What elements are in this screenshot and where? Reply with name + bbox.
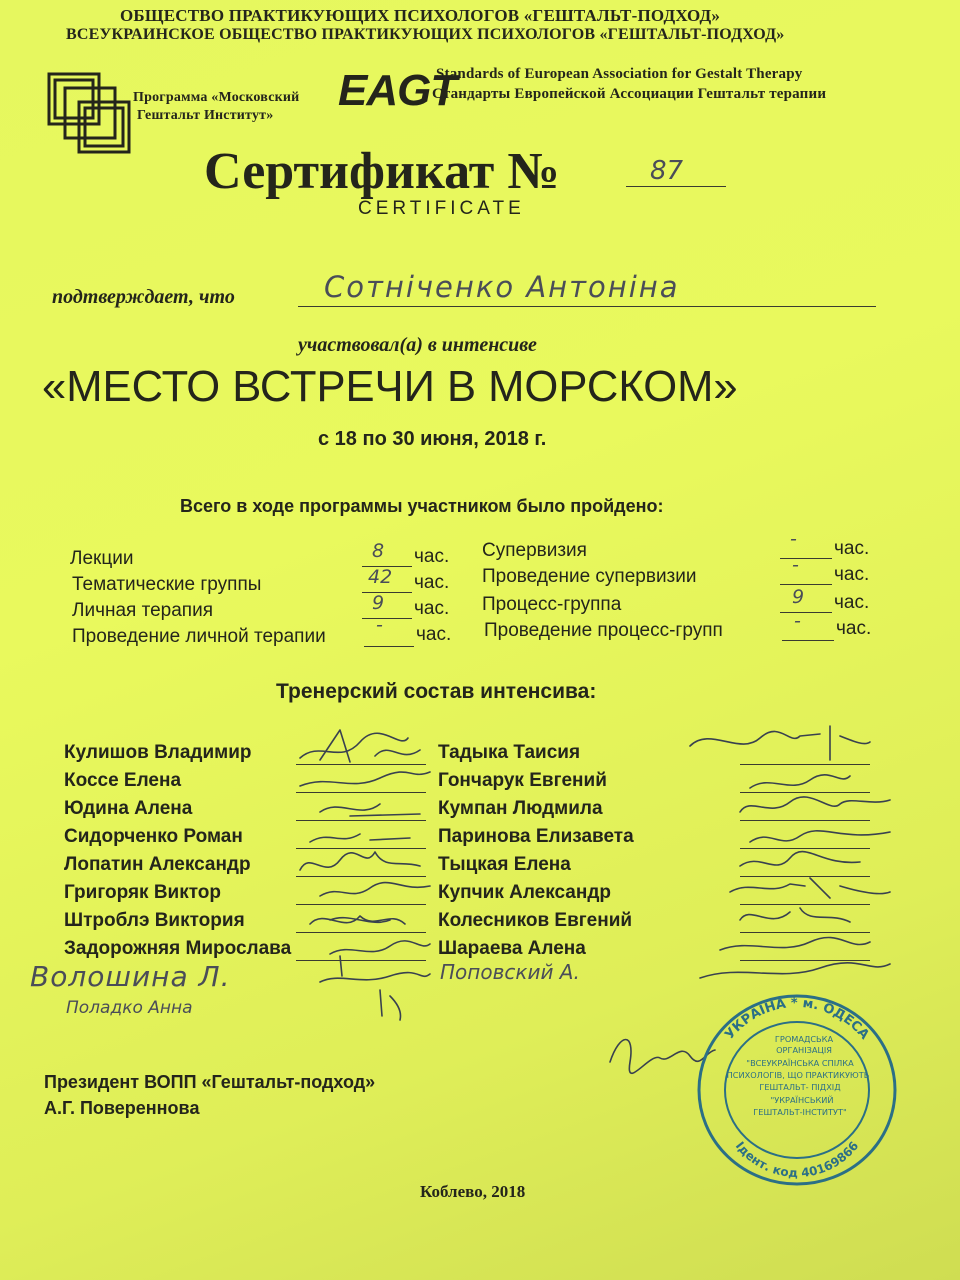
hours-unit: час. <box>414 598 450 619</box>
president-name: А.Г. Поверенновa <box>44 1098 200 1118</box>
stamp-center-line: ОРГАНІЗАЦІЯ <box>776 1045 832 1055</box>
hours-label-conduct-personal: Проведение личной терапии <box>72 626 326 647</box>
hours-unit: час. <box>414 572 450 593</box>
handwritten-extra-1: Волошина Л. <box>30 960 231 993</box>
trainer-name: Коссе Елена <box>64 770 182 791</box>
hours-label-conduct-supervision: Проведение супервизии <box>482 566 697 587</box>
org-line-2: ВСЕУКРАИНСКОЕ ОБЩЕСТВО ПРАКТИКУЮЩИХ ПСИХОЛОГОВ «ГЕШТАЛЬТ-ПОДХОД» <box>66 26 785 43</box>
trainer-name: Сидорченко Роман <box>64 826 243 847</box>
hours-value-process-group: 9 <box>792 586 805 608</box>
handwritten-extra-3: Поповский А. <box>440 960 580 984</box>
stamp-center-line: "УКРАЇНСЬКИЙ <box>770 1095 834 1105</box>
trainer-name: Колесников Евгений <box>438 910 633 931</box>
organization-stamp <box>692 990 902 1190</box>
hours-unit: час. <box>834 592 870 613</box>
hours-label-personal: Личная терапия <box>72 600 213 621</box>
hours-unit: час. <box>414 546 450 567</box>
trainer-signatures-left <box>280 720 450 1030</box>
program-line-2: Гештальт Институт» <box>137 108 274 123</box>
trainer-name: Гончарук Евгений <box>438 770 607 791</box>
hours-unit: час. <box>416 624 452 645</box>
hours-value-lectures: 8 <box>372 540 385 562</box>
trainer-name: Шараева Алена <box>438 938 586 959</box>
stamp-ring-top: УКРАЇНА * м. ОДЕСА <box>722 995 872 1043</box>
moscow-gestalt-logo <box>45 68 135 156</box>
hours-unit: час. <box>834 538 870 559</box>
place-year: Коблево, 2018 <box>420 1182 526 1201</box>
trainer-name: Паринова Елизавета <box>438 826 634 847</box>
trainer-name: Тадыка Таисия <box>438 742 581 763</box>
hours-value-personal: 9 <box>372 592 385 614</box>
hours-unit: час. <box>836 618 872 639</box>
hours-value-conduct-personal: - <box>376 614 383 636</box>
hours-label-lectures: Лекции <box>70 548 134 569</box>
certificate-number: 87 <box>650 156 684 186</box>
org-line-1: ОБЩЕСТВО ПРАКТИКУЮЩИХ ПСИХОЛОГОВ «ГЕШТАЛЬТ-ПОДХОД» <box>120 6 721 25</box>
program-line-1: Программа «Московский <box>133 90 300 105</box>
stamp-center-line: ГРОМАДСЬКА <box>774 1034 834 1044</box>
eagt-logo: EAGT <box>338 66 457 115</box>
hours-label-conduct-process: Проведение процесс-групп <box>484 620 723 641</box>
eagt-line-1: Standards of European Association for Gestalt Therapy <box>436 66 803 82</box>
event-dates: с 18 по 30 июня, 2018 г. <box>318 428 547 450</box>
event-name: «МЕСТО ВСТРЕЧИ В МОРСКОМ» <box>42 362 738 411</box>
hours-heading: Всего в ходе программы участником было пройдено: <box>180 496 664 516</box>
hours-label-process-group: Процесс-группа <box>482 594 622 615</box>
trainer-name: Григоряк Виктор <box>64 882 222 903</box>
trainer-name: Кулишов Владимир <box>64 742 252 763</box>
stamp-center-line: ПСИХОЛОГІВ, ЩО ПРАКТИКУЮТЬ <box>726 1070 870 1080</box>
trainer-name: Задорожняя Мирослава <box>64 938 292 959</box>
stamp-ring-bottom: Ідент. код 40169866 <box>732 1138 862 1181</box>
trainer-name: Тыцкая Елена <box>438 854 571 875</box>
hours-value-thematic: 42 <box>368 566 393 588</box>
recipient-name: Сотніченко Антоніна <box>324 270 680 304</box>
handwritten-extra-2: Поладко Анна <box>66 998 193 1018</box>
trainer-name: Юдина Алена <box>64 798 193 819</box>
certificate-subtitle: CERTIFICATE <box>358 198 525 219</box>
participated-label: участвовал(а) в интенсиве <box>298 334 537 356</box>
trainer-name: Купчик Александр <box>438 882 612 903</box>
hours-value-conduct-process: - <box>794 610 801 632</box>
hours-unit: час. <box>834 564 870 585</box>
trainers-heading: Тренерский состав интенсива: <box>276 680 597 703</box>
hours-value-conduct-supervision: - <box>792 554 799 576</box>
stamp-center-line: ГЕШТАЛЬТ- ПІДХІД <box>759 1082 841 1092</box>
stamp-center-line: "ВСЕУКРАЇНСЬКА СПІЛКА <box>746 1058 854 1068</box>
hours-value-supervision: - <box>790 528 797 550</box>
hours-label-supervision: Супервизия <box>482 540 587 561</box>
certificate-title: Сертификат № <box>204 143 560 200</box>
trainer-name: Штроблэ Виктория <box>64 910 245 931</box>
recipient-line <box>298 306 876 307</box>
trainer-name: Лопатин Александр <box>64 854 251 875</box>
president-title: Президент ВОПП «Гештальт-подход» <box>44 1072 376 1092</box>
eagt-line-2: Стандарты Европейской Ассоциации Гештальт терапии <box>432 86 827 102</box>
trainer-name: Кумпан Людмила <box>438 798 603 819</box>
stamp-center-line: ГЕШТАЛЬТ-ІНСТИТУТ" <box>753 1107 847 1117</box>
hours-label-thematic: Тематические группы <box>72 574 262 595</box>
confirms-label: подтверждает, что <box>52 286 235 308</box>
trainer-signatures-right <box>680 716 900 986</box>
number-line <box>626 186 726 187</box>
